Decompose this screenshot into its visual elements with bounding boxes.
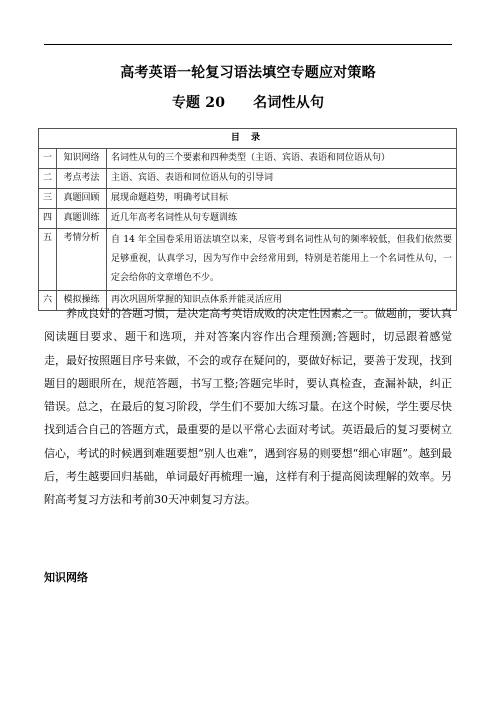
toc-section-name: 模拟操练 — [57, 291, 107, 311]
document-title: 高考英语一轮复习语法填空专题应对策略 — [120, 65, 376, 81]
toc-section-name: 真题训练 — [57, 209, 107, 229]
toc-description: 主语、宾语、表语和同位语从句的引导词 — [107, 169, 457, 189]
toc-table — [38, 128, 457, 311]
toc-number: 一 — [39, 149, 57, 169]
toc-description: 名词性从句的三个要素和四种类型（主语、宾语、表语和同位语从句） — [107, 149, 457, 169]
toc-number: 四 — [39, 209, 57, 229]
toc-section-name: 考点考法 — [57, 169, 107, 189]
topic-number: 专题 20 — [171, 95, 226, 111]
toc-row — [39, 189, 457, 209]
toc-heading: 目 录 — [39, 129, 457, 149]
toc-description: 再次巩固所掌握的知识点体系并能灵活应用 — [107, 291, 457, 311]
topic-name: 名词性从句 — [253, 95, 325, 111]
toc-row — [39, 209, 457, 229]
intro-paragraph: 养成良好的答题习惯，是决定高考英语成败的决定性因素之一。做题前，要认真阅读题目要求、题干和选项，并对答案内容作出合理预测;答题时，切忌跟着感觉走，最好按照题目序号来做，不会的或存在疑问的，要做好标记，要善于发现，找到题目的题眼所在，规范答题，书写工整;答题完毕时，要认真检查，查漏补缺，纠正错误。总之，在最后的复习阶段，学生们不要加大练习量。在这个时候，学生要尽快找到适合自己的答题方式，最重要的是以平常心去面对考试。英语最后的复习要树立信心，考试的时候遇到难题要想“别人也难”，遇到容易的则要想“细心审题”。越到最后，考生越要回归基础，单词最好再梳理一遍，这样有利于提高阅读理解的效率。另附高考复习方法和考前30天冲刺复习方法。 — [44, 307, 452, 507]
toc-section-name: 知识网络 — [57, 149, 107, 169]
toc-number: 三 — [39, 189, 57, 209]
document-subtitle — [0, 92, 496, 112]
section-heading: 知识网络 — [44, 571, 88, 584]
toc-description: 展现命题趋势，明确考试目标 — [107, 189, 457, 209]
toc-description: 近几年高考名词性从句专题训练 — [107, 209, 457, 229]
toc-row — [39, 229, 457, 291]
toc-description: 自 14 年全国卷采用语法填空以来，尽管考到名词性从句的频率较低，但我们依然要足够重视，认真学习，因为写作中会经常用到，特别是若能用上一个名词性从句，一定会给你的文章增色不少。 — [107, 229, 457, 291]
toc-section-name: 考情分析 — [57, 229, 107, 291]
toc-section-name: 真题回顾 — [57, 189, 107, 209]
toc-number: 二 — [39, 169, 57, 189]
toc-number: 五 — [39, 229, 57, 291]
header-rule — [44, 44, 452, 45]
toc-row — [39, 149, 457, 169]
toc-header-row — [39, 129, 457, 149]
toc-number: 六 — [39, 291, 57, 311]
toc-row — [39, 169, 457, 189]
